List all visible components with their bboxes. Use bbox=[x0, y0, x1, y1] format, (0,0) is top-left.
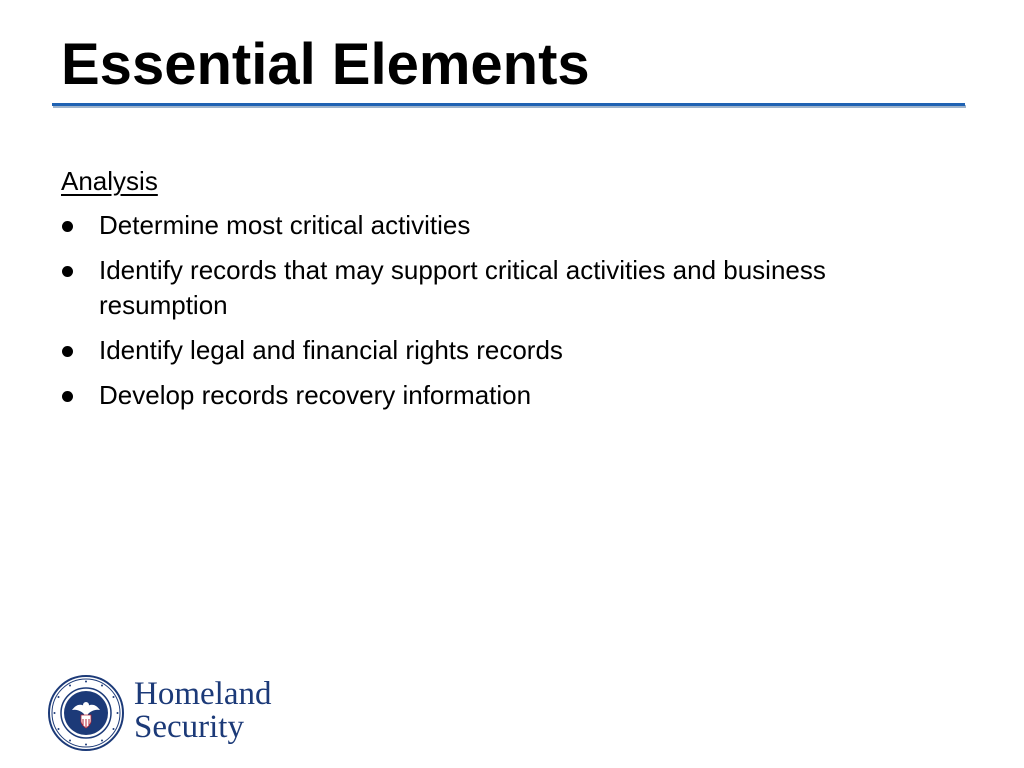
logo-line-2: Security bbox=[134, 709, 244, 745]
bullet-item bbox=[61, 333, 879, 368]
homeland-security-logo bbox=[48, 675, 308, 751]
bullet-text: Identify legal and financial rights records bbox=[99, 335, 563, 365]
bullet-list bbox=[61, 208, 941, 413]
bullet-icon bbox=[62, 221, 73, 232]
bullet-item bbox=[61, 208, 879, 243]
bullet-icon bbox=[62, 346, 73, 357]
bullet-icon bbox=[62, 391, 73, 402]
slide-title: Essential Elements bbox=[61, 32, 590, 97]
logo-line-1: Homeland bbox=[134, 676, 272, 712]
logo-wordmark bbox=[134, 678, 271, 744]
bullet-text: Determine most critical activities bbox=[99, 210, 471, 240]
bullet-item bbox=[61, 378, 879, 413]
bullet-item bbox=[61, 253, 879, 323]
bullet-text: Develop records recovery information bbox=[99, 380, 532, 410]
bullet-text: Identify records that may support critical activities and business resumption bbox=[99, 255, 826, 320]
slide-content bbox=[61, 164, 941, 423]
bullet-icon bbox=[62, 266, 73, 277]
title-divider bbox=[52, 103, 965, 106]
section-heading: Analysis bbox=[61, 166, 158, 196]
dhs-seal-icon bbox=[48, 675, 124, 751]
